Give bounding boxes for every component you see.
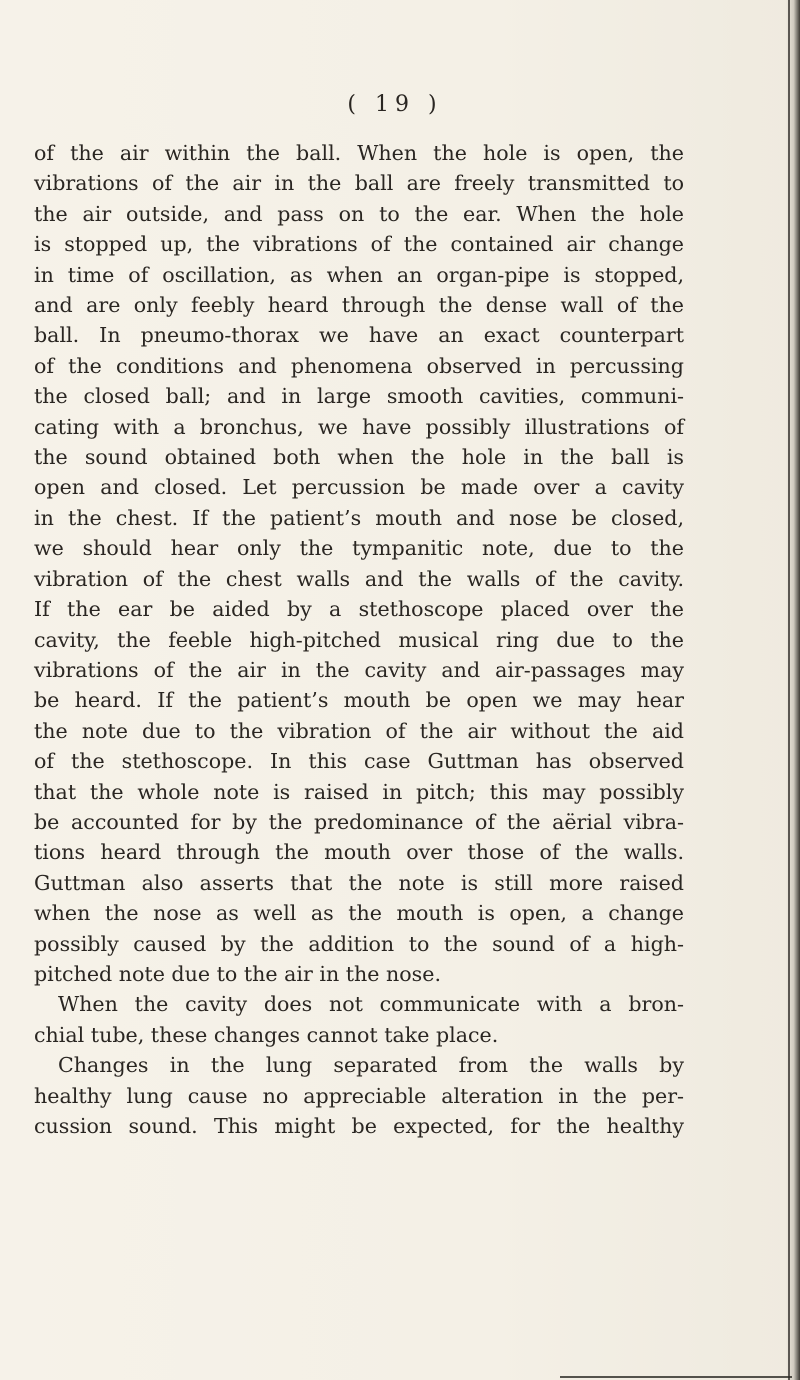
text-line: ball. In pneumo-thorax we have an exact counterpart	[34, 323, 684, 348]
text-line: chial tube, these changes cannot take place.	[34, 1022, 499, 1047]
text-line: If the ear be aided by a stethoscope placed over the	[34, 597, 684, 622]
text-line: tions heard through the mouth over those of the walls.	[34, 840, 684, 865]
text-line: that the whole note is raised in pitch; this may possibly	[34, 779, 684, 804]
text-line: when the nose as well as the mouth is open, a change	[34, 901, 684, 926]
text-line: vibrations of the air in the ball are freely transmitted to	[34, 171, 684, 196]
text-line: in time of oscillation, as when an organ-pipe is stopped,	[34, 262, 684, 287]
text-line: of the air within the ball. When the hole is open, the	[34, 141, 684, 165]
text-line: be heard. If the patient’s mouth be open we may hear	[34, 688, 684, 713]
page-number: ( 19 )	[347, 92, 443, 117]
text-line: possibly caused by the addition to the sound of a high-	[34, 931, 684, 956]
text-line: Changes in the lung separated from the walls by	[58, 1053, 684, 1078]
text-line: vibrations of the air in the cavity and air-passages may	[34, 657, 684, 682]
text-line: the note due to the vibration of the air without the aid	[34, 718, 684, 743]
text-line: the air outside, and pass on to the ear. When the hole	[34, 201, 684, 226]
text-line: we should hear only the tympanitic note, due to the	[34, 536, 684, 561]
page-edge-line	[788, 0, 790, 1380]
text-line: the closed ball; and in large smooth cavities, communi-	[34, 384, 684, 409]
text-line: vibration of the chest walls and the walls of the cavity.	[34, 566, 684, 591]
text-line: cavity, the feeble high-pitched musical ring due to the	[34, 627, 684, 652]
text-line: cating with a bronchus, we have possibly illustrations of	[34, 414, 684, 439]
page-bottom-edge	[560, 1376, 792, 1378]
text-line: of the stethoscope. In this case Guttman has observed	[34, 749, 684, 774]
text-line: pitched note due to the air in the nose.	[34, 961, 441, 986]
text-line: open and closed. Let percussion be made over a cavity	[34, 475, 684, 500]
text-line: Guttman also asserts that the note is still more raised	[34, 870, 684, 895]
text-line: in the chest. If the patient’s mouth and nose be closed,	[34, 505, 684, 530]
text-line: healthy lung cause no appreciable alteration in the per-	[34, 1083, 684, 1108]
text-line: cussion sound. This might be expected, for the healthy	[34, 1114, 684, 1138]
text-line: and are only feebly heard through the dense wall of the	[34, 293, 684, 318]
body-text	[34, 138, 684, 1141]
text-line: of the conditions and phenomena observed in percussing	[34, 353, 684, 378]
text-line: When the cavity does not communicate with a bron-	[58, 992, 684, 1017]
text-line: be accounted for by the predominance of the aërial vibra-	[34, 809, 684, 834]
text-line: the sound obtained both when the hole in the ball is	[34, 445, 684, 470]
text-line: is stopped up, the vibrations of the contained air change	[34, 232, 684, 257]
